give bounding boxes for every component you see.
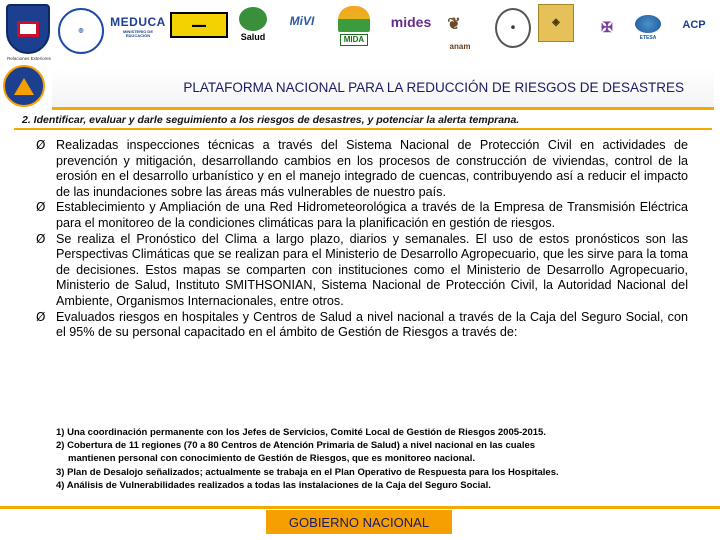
arrow-bullet-icon: Ø bbox=[36, 231, 46, 246]
bullet-item bbox=[36, 200, 688, 231]
bullet-item bbox=[36, 310, 688, 341]
meduca-logo bbox=[112, 12, 164, 42]
shield-caption: Relaciones Exteriores bbox=[7, 56, 51, 61]
salud-logo bbox=[232, 4, 274, 44]
etesa-globe-icon bbox=[635, 15, 661, 33]
bullet-item bbox=[36, 138, 688, 200]
bullet-text: Realizadas inspecciones técnicas a través del Sistema Nacional de Protección Civil en actividades de prevención y mitigación, desarrollando cambios en los procesos de construcción de viviendas, control de la erosión en el desarrollo urbanístico y en el manejo integrado de cuencas, contribuyendo así a reducir el impacto de las inundaciones sobre las áreas más vulnerables de nuestro país. bbox=[56, 138, 688, 199]
title-underline bbox=[52, 107, 714, 110]
salud-emblem-icon bbox=[239, 7, 267, 31]
numbered-item: 4) Análisis de Vulnerabilidades realizados a todas las instalaciones de la Caja del Seguro Social. bbox=[56, 479, 491, 491]
mivi-logo: MiVI bbox=[289, 14, 315, 28]
bullet-text: Establecimiento y Ampliación de una Red Hidrometeorológica a través de la Empresa de Transmisión Eléctrica para el monitoreo de la condiciones climáticas para la planificación en gestión de riesgos. bbox=[56, 200, 688, 230]
etesa-logo bbox=[630, 10, 666, 46]
bullet-item bbox=[36, 232, 688, 310]
section-subtitle: 2. Identificar, evaluar y darle seguimiento a los riesgos de desastres, y potenciar la alerta temprana. bbox=[22, 114, 520, 126]
etesa-text: ETESA bbox=[639, 35, 657, 41]
bird-icon: ❦ bbox=[447, 16, 461, 33]
arrow-bullet-icon: Ø bbox=[36, 200, 46, 215]
divider bbox=[14, 128, 712, 130]
triangle-icon bbox=[14, 78, 34, 95]
arrow-bullet-icon: Ø bbox=[36, 309, 46, 324]
mides-logo bbox=[380, 8, 442, 36]
seal-coin-logo: ✺ bbox=[495, 8, 531, 48]
bullet-text: Evaluados riesgos en hospitales y Centros de Salud a nivel nacional a través de la Caja del Seguro Social, con el 95% de su personal capacitado en el ámbito de Gestión de Riesgos a través de: bbox=[56, 309, 688, 340]
page-title: PLATAFORMA NACIONAL PARA LA REDUCCIÓN DE RIESGOS DE DESASTRES bbox=[183, 80, 684, 95]
meduca-text: MEDUCA bbox=[110, 15, 166, 29]
bullet-text: Se realiza el Pronóstico del Clima a largo plazo, diarios y semanales. El uso de estos pronósticos son las Perspectivas Climáticas que se realizan para el Ministerio de Desarrollo Agropecuario, que les sirve para la toma de decisiones. Estos mapas se comparten con instituciones como el Ministerio de Desarrollo Agropecuario, Ministerio de Salud, Instituto SMITHSONIAN, Sistema Nacional de Protección Civil, la Autoridad Nacional del Ambiente, Organismos Internacionales, entre otros. bbox=[56, 231, 688, 308]
footer-divider bbox=[0, 506, 720, 509]
salud-text: Salud bbox=[240, 31, 266, 42]
footer-label: GOBIERNO NACIONAL bbox=[266, 510, 452, 534]
arrow-bullet-icon: Ø bbox=[36, 138, 46, 152]
circular-seal-logo: ◎ bbox=[58, 8, 104, 54]
numbered-item: 1) Una coordinación permanente con los Jefes de Servicios, Comité Local de Gestión de Riesgos 2005-2015. bbox=[56, 427, 546, 438]
mida-logo bbox=[334, 4, 374, 48]
numbered-list bbox=[56, 426, 676, 492]
numbered-item: 3) Plan de Desalojo señalizados; actualmente se trabaja en el Plan Operativo de Respuesta para los Hospitales. bbox=[56, 466, 559, 478]
ign-logo: ◈ bbox=[538, 4, 574, 42]
numbered-item-continuation: mantienen personal con conocimiento de Gestión de Riesgos, que es monitoreo nacional. bbox=[68, 453, 475, 465]
mides-text: mides bbox=[390, 14, 432, 30]
logo-bar bbox=[0, 0, 720, 62]
acp-logo: ACP bbox=[682, 18, 706, 31]
mida-emblem-icon bbox=[338, 6, 370, 32]
civil-protection-logo bbox=[3, 65, 45, 107]
numbered-item: 2) Cobertura de 11 regiones (70 a 80 Centros de Atención Primaria de Salud) a nivel nacional en las cuales bbox=[56, 440, 536, 452]
bullet-list bbox=[36, 138, 688, 341]
footer bbox=[0, 510, 720, 540]
title-bar bbox=[52, 68, 714, 110]
bus-logo: ▬▬ bbox=[170, 12, 228, 38]
anam-logo: anam bbox=[449, 42, 471, 51]
meduca-subtext: MINISTERIO DE EDUCACIÓN bbox=[122, 29, 153, 38]
fz-logo: ✠ bbox=[601, 19, 613, 35]
coat-of-arms-logo bbox=[6, 4, 50, 54]
mida-text: MIDA bbox=[340, 34, 368, 46]
